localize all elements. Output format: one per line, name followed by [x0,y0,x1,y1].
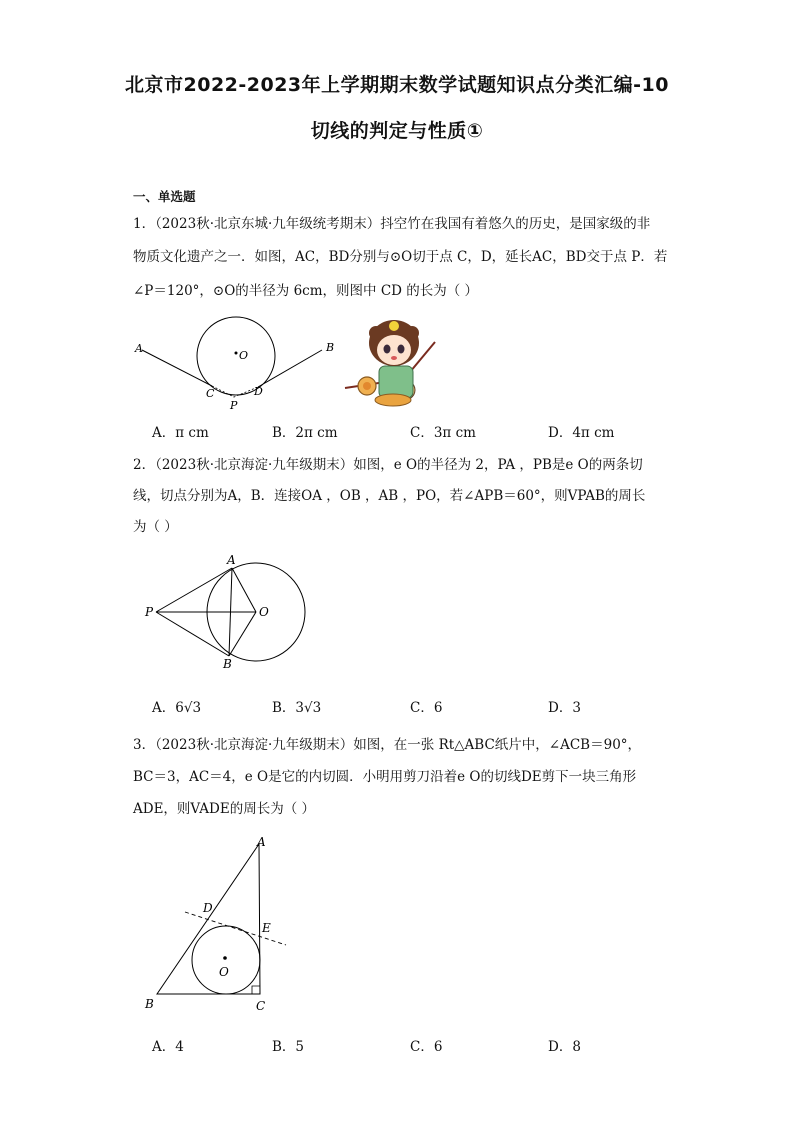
document-title-line2: 切线的判定与性质① [310,120,484,142]
q1-label-d: D [254,385,263,398]
q2-tangent-pa [156,568,232,612]
q3-incircle [192,926,260,994]
q1-label-a: A [135,342,143,355]
q1-option-d: D．4π cm [548,425,615,441]
q1-option-b: B．2π cm [272,425,338,441]
q3-center-dot [223,956,227,960]
q3-label-a: A [257,835,266,849]
q3-figure [140,830,300,1020]
q2-line1: 2．（2023秋·北京海淀·九年级期末）如图，e O的半径为 2，PA ，PB是e O的两条切 [133,457,643,473]
q2-tangent-pb [156,612,229,656]
q1-line3: ∠P＝120°，⊙O的半径为 6cm，则图中 CD 的长为（ ） [133,283,479,299]
q2-line2: 线，切点分别为A，B．连接OA ，OB ，AB ，PO，若∠APB＝60°，则VPAB的周长 [133,488,646,504]
q2-label-a: A [227,553,236,567]
q3-option-c: C．6 [410,1039,443,1055]
q3-option-d: D．8 [548,1039,581,1055]
q2-segment-ob [229,612,256,656]
q1-center-dot [235,352,238,355]
q2-figure [140,550,320,675]
q1-label-c: C [206,387,215,400]
q1-label-p: P [230,399,238,412]
q1-tangent-ac [142,350,212,386]
q3-line2: BC＝3，AC＝4，e O是它的内切圆．小明用剪刀沿着e O的切线DE剪下一块三角形 [133,769,637,785]
q3-label-o: O [219,965,229,979]
q3-label-d: D [203,901,213,915]
q3-label-c: C [256,999,266,1013]
q1-option-c: C．3π cm [410,425,476,441]
q1-circle [197,317,275,395]
q2-label-p: P [145,605,154,619]
q1-tangent-bd [258,350,322,387]
q3-right-angle-mark [252,986,260,994]
q1-figure [130,308,350,418]
q3-option-a: A．4 [152,1039,184,1055]
q2-option-b: B．3√3 [272,700,322,716]
document-title-line1: 北京市2022-2023年上学期期末数学试题知识点分类汇编-10 [125,74,669,96]
q3-triangle-abc [157,844,260,994]
q3-line3: ADE，则VADE的周长为（ ） [133,801,315,817]
q2-option-c: C．6 [410,700,443,716]
q1-option-a: A．π cm [152,425,209,441]
q2-option-a: A．6√3 [152,700,202,716]
cartoon-girl-illustration [345,310,440,410]
q2-segment-oa [232,568,256,612]
q3-line1: 3．（2023秋·北京海淀·九年级期末）如图，在一张 Rt△ABC纸片中，∠ACB＝90°， [133,737,642,753]
q3-option-b: B．5 [272,1039,305,1055]
q1-label-o: O [239,349,249,362]
q2-option-d: D．3 [548,700,581,716]
section-heading: 一、单选题 [133,189,196,204]
q2-label-o: O [259,605,269,619]
q1-line2: 物质文化遗产之一．如图，AC，BD分别与⊙O切于点 C，D，延长AC，BD交于点 P．若 [133,249,668,265]
q3-label-b: B [145,997,154,1011]
q1-line1: 1．（2023秋·北京东城·九年级统考期末）抖空竹在我国有着悠久的历史，是国家级的非 [133,216,651,232]
q2-label-b: B [223,657,232,671]
q3-label-e: E [262,921,271,935]
q3-cut-line-de [185,912,286,945]
q1-label-b: B [326,341,335,354]
q2-line3: 为（ ） [133,519,178,535]
